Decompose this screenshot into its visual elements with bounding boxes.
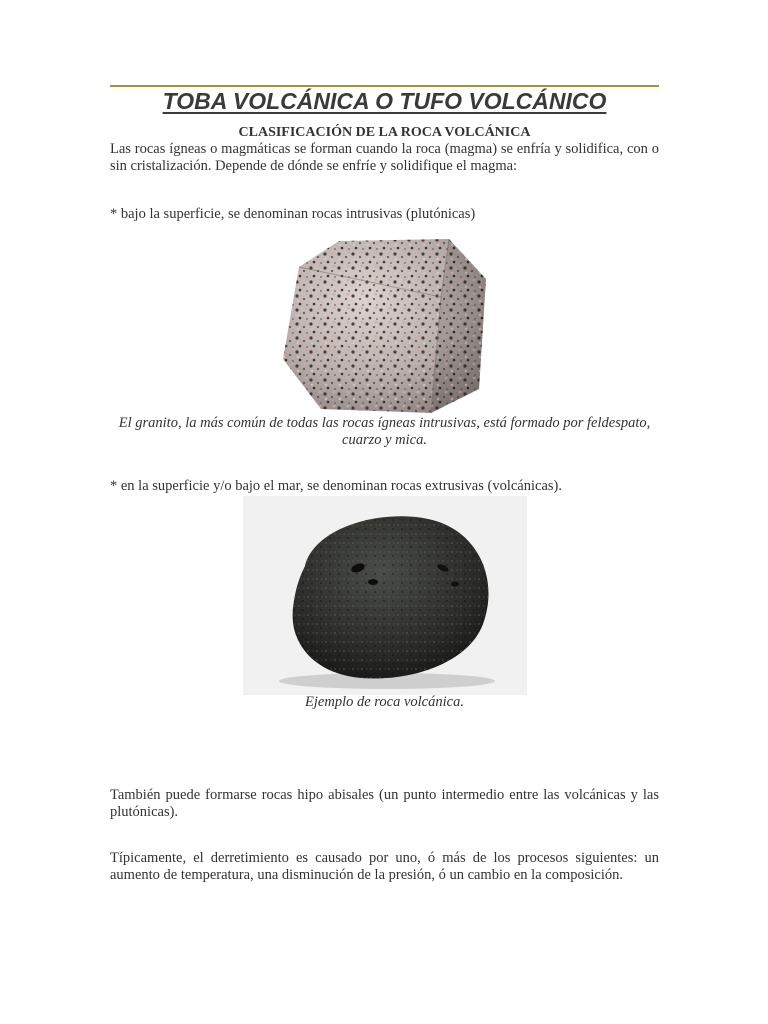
section-heading: CLASIFICACIÓN DE LA ROCA VOLCÁNICA xyxy=(238,125,531,140)
granite-caption: El granito, la más común de todas las rocas ígneas intrusivas, está formado por feldespato, cuarzo y mica. xyxy=(118,415,651,448)
granite-rock-image xyxy=(281,237,492,415)
document-page xyxy=(110,0,659,1024)
bullet-extrusive: * en la superficie y/o bajo el mar, se denominan rocas extrusivas (volcánicas). xyxy=(110,478,562,494)
melting-paragraph: Típicamente, el derretimiento es causado por uno, ó más de los procesos siguientes: un aumento de temperatura, una disminución de la presión, ó un cambio en la composición. xyxy=(110,850,659,883)
intro-paragraph: Las rocas ígneas o magmáticas se forman cuando la roca (magma) se enfría y solidifica, con o sin cristalización. Depende de dónde se enfríe y solidifique el magma: xyxy=(110,141,659,174)
volcanic-rock-image xyxy=(243,496,527,695)
hypabyssal-paragraph: También puede formarse rocas hipo abisales (un punto intermedio entre las volcánicas y las plutónicas). xyxy=(110,787,659,820)
bullet-intrusive: * bajo la superficie, se denominan rocas intrusivas (plutónicas) xyxy=(110,206,476,222)
document-title: TOBA VOLCÁNICA O TUFO VOLCÁNICO xyxy=(162,88,607,114)
volcanic-caption: Ejemplo de roca volcánica. xyxy=(305,694,464,710)
